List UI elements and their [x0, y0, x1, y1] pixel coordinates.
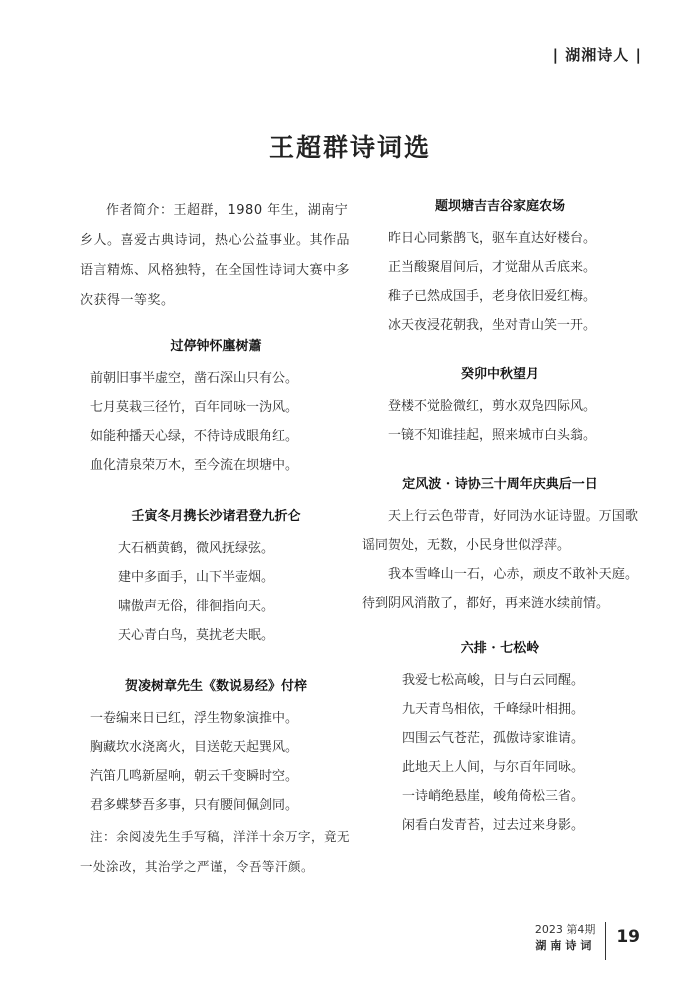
- poem-6: [362, 474, 638, 618]
- poem-line: 君多蝶梦吾多事，只有腰间佩剑同。: [90, 798, 299, 813]
- poem-line: 此地天上人间，与尔百年同咏。: [402, 760, 585, 775]
- magazine-name: 湖南诗词: [535, 939, 596, 952]
- poem-line: 七月莫栽三径竹，百年同咏一沩风。: [90, 400, 299, 415]
- poem-title: 定风波 · 诗协三十周年庆典后一日: [402, 477, 598, 492]
- poem-line: 汽笛几鸣新屋响，朝云千变瞬时空。: [90, 769, 299, 784]
- issue-label: 2023 第4期: [534, 923, 596, 936]
- section-tag: | 湖湘诗人 |: [552, 46, 642, 64]
- poem-line: 前朝旧事半虚空，凿石深山只有公。: [90, 371, 299, 386]
- poem-title: 癸卯中秋望月: [460, 367, 539, 382]
- poem-paragraph: 我本雪峰山一石，心赤，顽皮不敢补天庭。待到阴风消散了，都好，再来涟水续前情。: [362, 567, 638, 611]
- poem-line: 一诗峭绝悬崖，峻角倚松三省。: [402, 789, 585, 804]
- poem-line: 一卷编来日已红，浮生物象演推中。: [90, 711, 299, 726]
- poem-line: 建中多面手，山下半壶烟。: [118, 570, 275, 585]
- poem-title: 题坝塘吉吉谷家庭农场: [434, 199, 565, 214]
- poem-line: 闲看白发青苔，过去过来身影。: [402, 818, 585, 833]
- poem-5: [362, 364, 638, 450]
- poem-line: 啸傲声无俗，徘徊指向天。: [118, 599, 275, 614]
- page-footer: [535, 922, 640, 962]
- left-column: [80, 196, 352, 882]
- poem-line: 四围云气苍茫，孤傲诗家谁请。: [402, 731, 585, 746]
- poem-line: 大石栖黄鹤，微风抚绿弦。: [118, 541, 275, 556]
- poem-line: 血化清泉荣万木，至今流在坝塘中。: [90, 458, 299, 473]
- poem-line: 胸藏坎水浇离火，目送乾天起巽风。: [90, 740, 299, 755]
- poem-line: 正当酸聚眉间后，才觉甜从舌底来。: [388, 260, 597, 275]
- poem-1: [80, 336, 352, 480]
- poem-line: 稚子已然成国手，老身依旧爱红梅。: [388, 289, 597, 304]
- poem-line: 天心青白鸟，莫扰老夫眠。: [118, 628, 275, 643]
- poem-line: 冰天夜浸花朝我，坐对青山笑一开。: [388, 318, 597, 333]
- right-column: [362, 196, 638, 840]
- poem-line: 九天青鸟相依，千峰绿叶相拥。: [402, 702, 585, 717]
- poem-title: 壬寅冬月携长沙诸君登九折仑: [131, 509, 301, 524]
- author-intro: 作者简介：王超群，1980 年生，湖南宁乡人。喜爱古典诗词，热心公益事业。其作品语言精炼、风格独特，在全国性诗词大赛中多次获得一等奖。: [80, 203, 351, 308]
- poem-line: 我爱七松高峻，日与白云同醒。: [402, 673, 585, 688]
- poem-line: 昨日心同紫鹊飞，驱车直达好楼台。: [388, 231, 597, 246]
- page-title: 王超群诗词选: [268, 133, 431, 162]
- poem-3: [80, 676, 352, 882]
- poem-4: [362, 196, 638, 340]
- poem-paragraph: 天上行云色带青，好同沩水证诗盟。万国歌谣同贺处，无数，小民身世似浮萍。: [362, 509, 638, 553]
- poem-2: [80, 506, 352, 650]
- poem-line: 如能种播天心绿，不待诗成眼角红。: [90, 429, 299, 444]
- poem-line: 一镜不知谁挂起，照来城市白头翁。: [388, 428, 597, 443]
- poem-title: 贺凌树章先生《数说易经》付梓: [124, 679, 307, 694]
- poem-7: [362, 638, 638, 840]
- footer-meta: [535, 922, 607, 960]
- poem-line: 登楼不觉脸微红，剪水双凫四际风。: [388, 399, 597, 414]
- poem-title: 六排 · 七松岭: [460, 641, 540, 656]
- poem-title: 过停钟怀廛树蕭: [170, 339, 262, 354]
- page-number: 19: [616, 927, 640, 947]
- poem-note: 注：余阅凌先生手写稿，洋洋十余万字，竟无一处涂改，其治学之严谨，令吾等汗颜。: [80, 829, 351, 874]
